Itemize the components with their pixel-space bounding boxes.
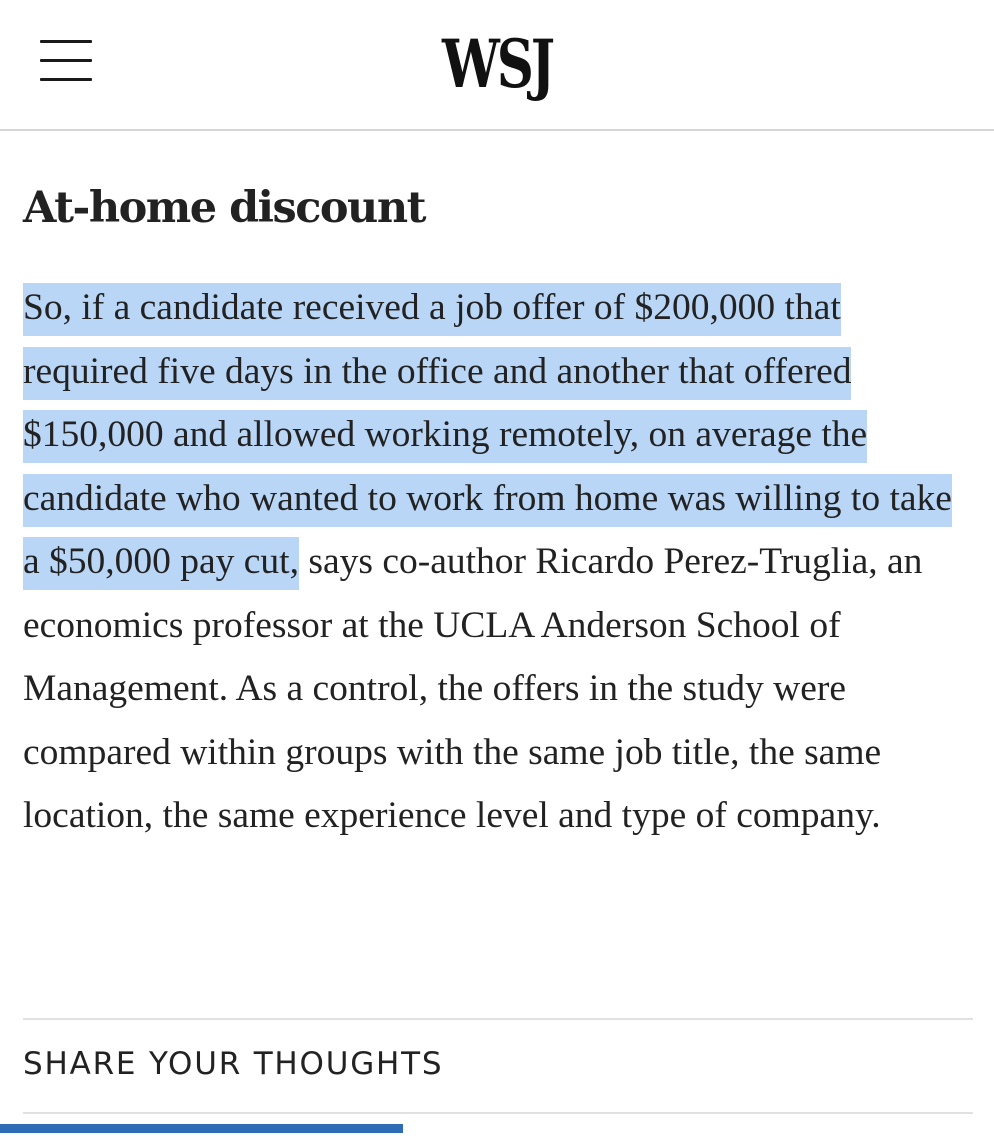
menu-line [40, 40, 92, 43]
paragraph-text: says co-author Ricardo Perez-Truglia, an economics professor at the UCLA Anderson School of Management. As a control, the offers in the study were compared within groups with the same job title, the same location, the same experience level and type of company. [23, 541, 923, 836]
menu-line [40, 59, 92, 62]
share-your-thoughts-button[interactable]: SHARE YOUR THOUGHTS [23, 1046, 444, 1082]
top-bar [0, 0, 994, 131]
highlighted-text: So, if a candidate received a job offer of $200,000 that required five days in the office and another that offered $150,000 and allowed working remotely, on average the candidate who wanted to work from home was willing to take a $50,000 pay cut, [23, 283, 952, 590]
divider [23, 1018, 973, 1020]
section-heading: At-home discount [23, 183, 425, 233]
menu-line [40, 78, 92, 81]
reading-progress-bar [0, 1124, 994, 1133]
wsj-logo[interactable]: WSJ [441, 25, 552, 103]
divider [23, 1112, 973, 1114]
hamburger-menu-icon[interactable] [40, 40, 92, 82]
reading-progress-fill [0, 1124, 403, 1133]
article-paragraph [23, 276, 973, 848]
